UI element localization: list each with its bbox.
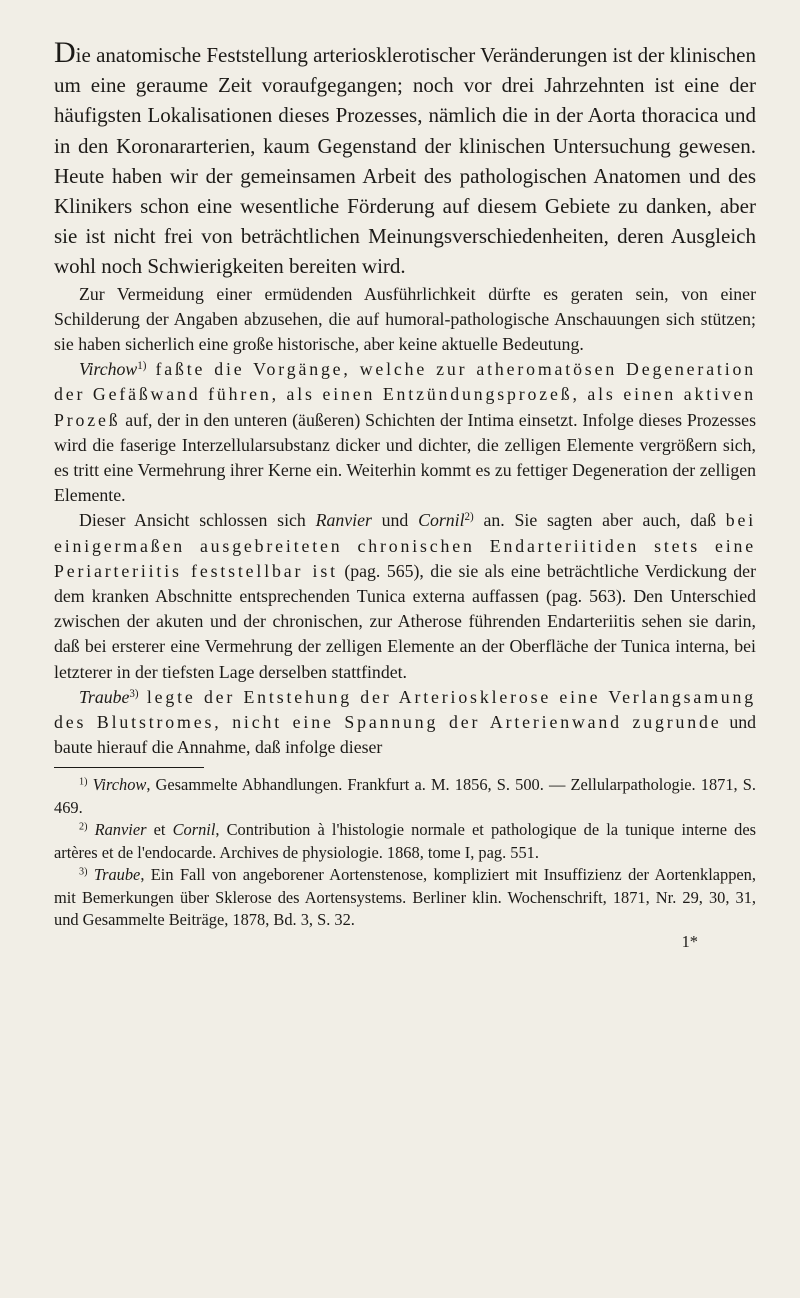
footnote-ref: 1) xyxy=(137,360,147,373)
paragraph-4-text: Dieser Ansicht schlossen sich xyxy=(79,510,316,531)
spaced-emphasis: faßte die Vorgänge, welche zur atheromatösen Degeneration der Gefäßwand führen, als einen Entzündungsprozeß, als einen aktiven Prozeß xyxy=(54,359,756,430)
paragraph-4-text: und xyxy=(371,510,419,531)
footnote-text: et xyxy=(146,820,173,840)
footnote-mark: 2) xyxy=(79,821,88,833)
page-content xyxy=(54,36,757,953)
footnote-1 xyxy=(54,774,756,819)
footnote-mark: 3) xyxy=(79,866,88,878)
author-name: Traube xyxy=(93,865,141,885)
paragraph-5 xyxy=(54,685,756,761)
spaced-emphasis: bei einigermaßen ausgebreiteten chronischen Endarteriitiden stets eine Periarteriitis feststellbar ist xyxy=(54,510,757,581)
signature-mark: 1* xyxy=(681,932,698,952)
footnotes xyxy=(54,774,756,931)
author-name: Virchow xyxy=(92,775,147,795)
footnote-3 xyxy=(54,864,756,931)
author-name: Traube xyxy=(79,686,130,707)
author-name: Ranvier xyxy=(94,820,147,840)
footnote-ref: 3) xyxy=(129,687,139,700)
drop-cap: D xyxy=(54,36,76,69)
paragraph-4 xyxy=(54,508,756,684)
paragraph-5-text: und baute hierauf die Annahme, daß infolge dieser xyxy=(54,712,756,758)
footnote-2 xyxy=(54,819,756,864)
author-name: Virchow xyxy=(79,359,138,380)
footnote-text: , Gesammelte Abhandlungen. Frankfurt a. M. 1856, S. 500. — Zellularpathologie. 1871, S. 469. xyxy=(54,775,756,817)
author-name: Ranvier xyxy=(315,510,372,531)
spaced-emphasis: legte der Entstehung der Arteriosklerose eine Verlangsamung des Blutstromes, nicht eine Spannung der Arterienwand zugrunde xyxy=(54,686,756,733)
paragraph-4-text: an. Sie sagten aber auch, daß xyxy=(473,510,726,531)
paragraph-2: Zur Vermeidung einer ermüdenden Ausführlichkeit dürfte es geraten sein, von einer Schilderung der Angaben abzusehen, die auf humoral-pathologische Anschauungen sich stützen; sie haben sicherlich eine große historische, aber keine aktuelle Bedeutung. xyxy=(54,283,756,355)
footnote-ref: 2) xyxy=(464,511,474,524)
footnote-mark: 1) xyxy=(79,776,88,788)
author-name: Cornil xyxy=(172,820,216,840)
footnote-divider xyxy=(54,767,204,768)
paragraph-4-text: (pag. 565), die sie als eine beträchtliche Verdickung der dem kranken Abschnitte entsprechenden Tunica externa auffassen (pag. 563). Den Unterschied zwischen der akuten und der chronischen, zur Atherose führenden Endarteriitis sehen sie darin, daß bei ersterer eine Vermehrung der zelligen Elemente an der Oberfläche der Tunica interna, bei letzterer in der tiefsten Lage derselben stattfindet. xyxy=(54,560,756,682)
author-name: Cornil xyxy=(418,510,465,531)
intro-text: ie anatomische Feststellung arteriosklerotischer Veränderungen ist der klinischen um eine geraume Zeit voraufgegangen; noch vor drei Jahrzehnten ist eine der häufigsten Lokalisationen dieses Prozesses, nämlich die in der Aorta thoracica und in den Koronararterien, kaum Gegenstand der klinischen Untersuchung gewesen. Heute haben wir der gemeinsamen Arbeit des pathologischen Anatomen und des Klinikers schon eine wesentliche Förderung auf diesem Gebiete zu danken, aber sie ist nicht frei von beträchtlichen Meinungsverschiedenheiten, deren Ausgleich wohl noch Schwierigkeiten bereiten wird. xyxy=(54,43,756,279)
paragraph-3-text: auf, der in den unteren (äußeren) Schichten der Intima einsetzt. Infolge dieses Prozesses wird die faserige Interzellularsubstanz dicker und dichter, die zelligen Elemente vergrößern sich, es tritt eine Vermehrung ihrer Kerne ein. Weiterhin kommt es zu fettiger Degeneration der zelligen Elemente. xyxy=(54,409,756,506)
intro-paragraph xyxy=(54,36,756,282)
paragraph-3 xyxy=(54,357,756,508)
footnote-text: , Contribution à l'histologie normale et pathologique de la tunique interne des artères et de l'endocarde. Archives de physiologie. 1868, tome I, pag. 551. xyxy=(54,820,756,862)
footnote-text: , Ein Fall von angeborener Aortenstenose, kompliziert mit Insuffizienz der Aortenklappen, mit Bemerkungen über Sklerose des Aortensystems. Berliner klin. Wochenschrift, 1871, Nr. 29, 30, 31, und Gesammelte Beiträge, 1878, Bd. 3, S. 32. xyxy=(54,865,756,929)
